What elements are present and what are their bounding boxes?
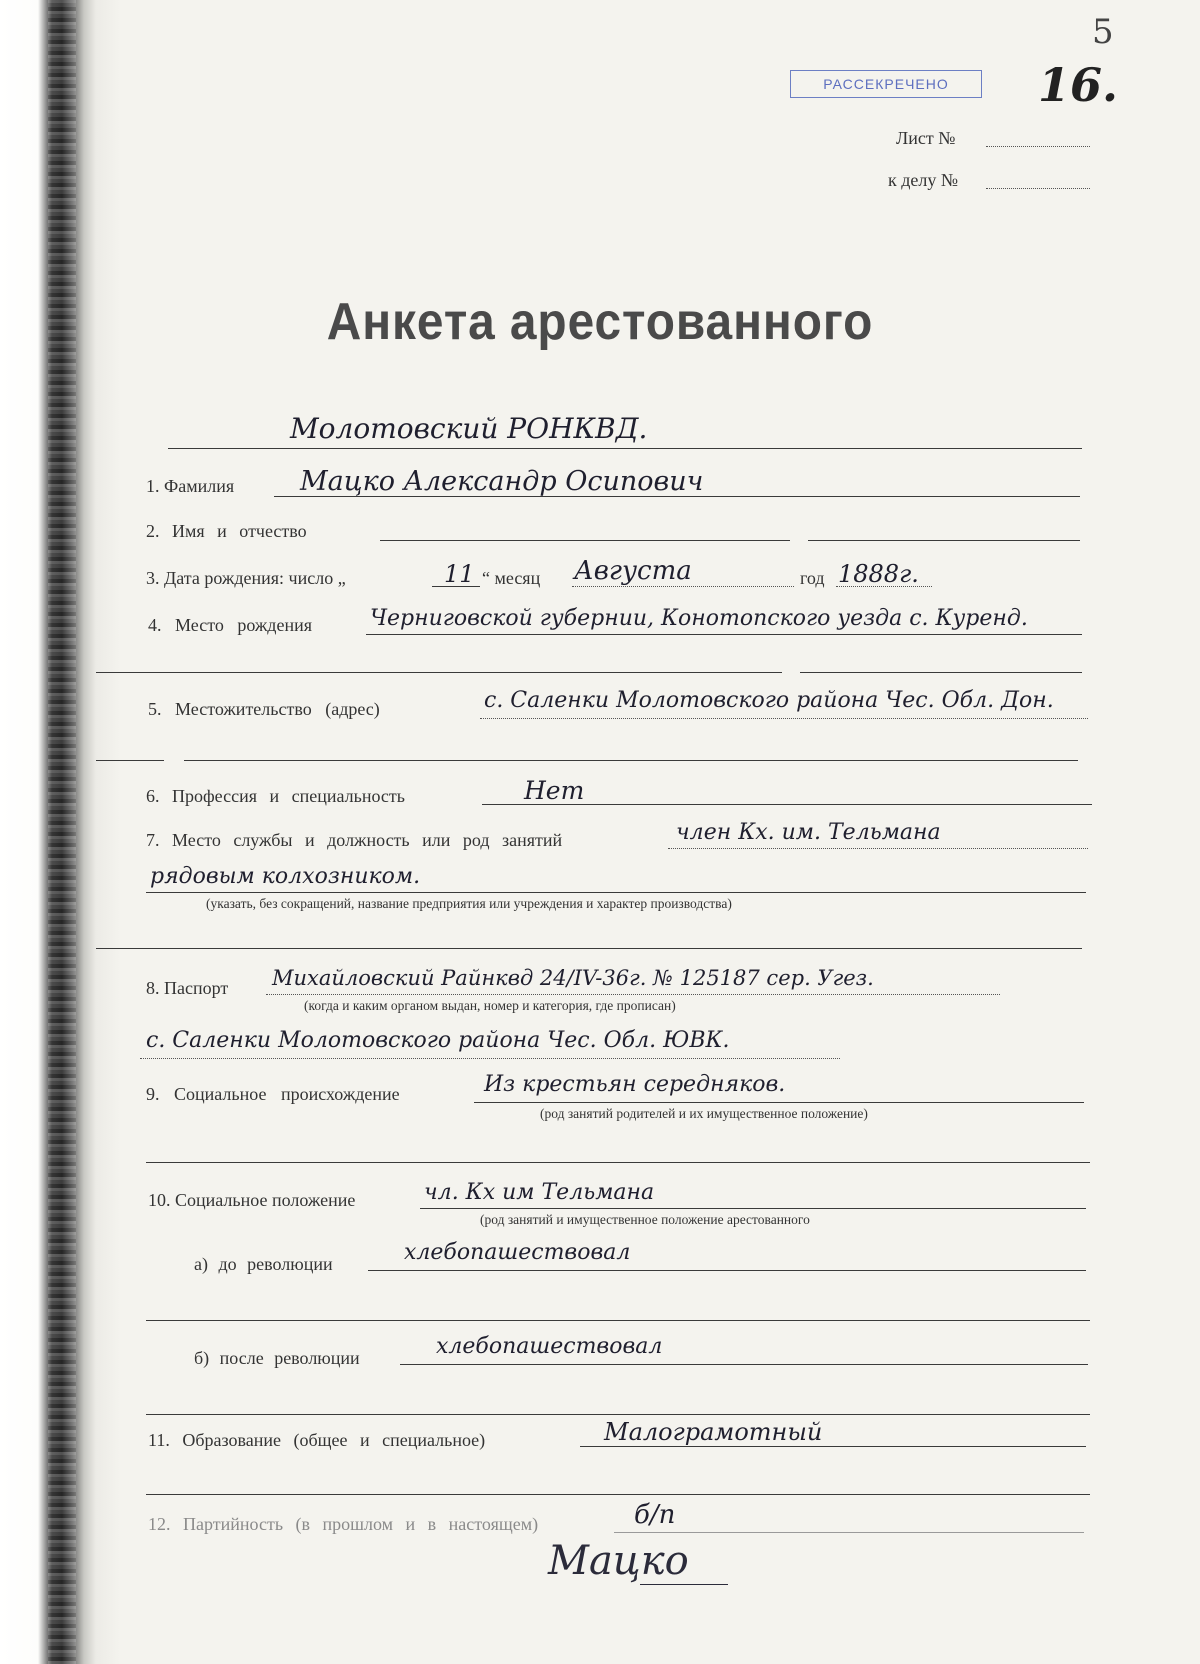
field-10-line [420,1208,1086,1209]
birth-day-line [432,586,480,587]
field-4-line [366,634,1082,635]
field-5-label: 5. Местожительство (адрес) [148,699,380,719]
field-1-line [274,496,1080,497]
field-2-label: 2. Имя и отчество [146,521,307,541]
department-line [168,448,1082,449]
birth-day-value: 11 [444,560,475,588]
field-3-label-day: 3. Дата рождения: число „ [146,568,346,588]
field-8-value-continued: с. Саленки Молотовского района Чес. Обл. ЮВК. [146,1028,730,1053]
field-4-line-2b [800,672,1082,673]
field-10-label: 10. Социальное положение [148,1190,356,1210]
field-6-line [482,804,1092,805]
field-9-line-2 [146,1162,1090,1163]
birth-month-value: Августа [574,556,692,586]
field-9-line [474,1102,1084,1103]
field-7-line-3 [96,948,1082,949]
field-4-value: Черниговской губернии, Конотопского уезда с. Куренд. [370,606,1028,631]
archive-number-small: 5 [1092,12,1114,52]
field-10a-line-2 [146,1320,1090,1321]
signature: Мацко [548,1538,689,1584]
signature-underline [640,1584,728,1585]
case-number-line [986,188,1090,189]
field-12-value: б/п [634,1500,676,1530]
field-10a-value: хлебопашествовал [404,1240,631,1265]
birth-year-value: 1888г. [838,560,919,588]
field-10-value: чл. Кх им Тельмана [424,1180,655,1205]
declassified-stamp: РАССЕКРЕЧЕНО [790,70,982,98]
field-12-line [614,1532,1084,1533]
field-10b-line [400,1364,1088,1365]
field-9-hint: (род занятий родителей и их имущественное положение) [540,1106,868,1121]
field-1-value: Мацко Александр Осипович [300,466,704,497]
field-5-line [480,718,1088,719]
field-2-line-a [380,540,790,541]
field-9-value: Из крестьян середняков. [484,1072,786,1097]
field-11-line-2 [146,1494,1090,1495]
field-11-line [580,1446,1086,1447]
birth-year-line [836,586,932,587]
field-8-label: 8. Паспорт [146,978,229,998]
field-2-line-b [808,540,1080,541]
field-10a-label: а) до революции [194,1254,333,1274]
sheet-number-line [986,146,1090,147]
scan-shadow-edge [0,0,120,1664]
field-5-line-2b [184,760,1078,761]
field-7-value-continued: рядовым колхозником. [150,864,421,889]
sheet-number-label: Лист № [896,128,956,148]
case-number-label: к делу № [888,170,959,190]
field-4-label: 4. Место рождения [148,615,313,635]
field-8-hint: (когда и каким органом выдан, номер и категория, где прописан) [304,998,676,1013]
form-title: Анкета арестованного [326,293,874,351]
field-7-line-2 [146,892,1086,893]
field-11-label: 11. Образование (общее и специальное) [148,1430,486,1450]
field-10-hint: (род занятий и имущественное положение арестованного [480,1212,810,1227]
field-8-line-2 [140,1058,840,1059]
field-8-line [266,994,1000,995]
field-11-value: Малограмотный [604,1418,823,1446]
field-12-label: 12. Партийность (в прошлом и в настоящем) [148,1514,539,1534]
field-6-value: Нет [524,776,585,805]
field-5-value: с. Саленки Молотовского района Чес. Обл. Дон. [484,688,1054,713]
field-10b-value: хлебопашествовал [436,1334,663,1359]
field-7-value: член Кх. им. Тельмана [676,820,941,845]
archive-number-large: 16. [1038,58,1119,112]
field-7-hint: (указать, без сокращений, название предприятия или учреждения и характер производства) [206,896,732,911]
birth-month-line [572,586,794,587]
field-7-line [668,848,1088,849]
field-10b-label: б) после революции [194,1348,360,1368]
field-1-label: 1. Фамилия [146,476,235,496]
field-8-value: Михайловский Райнквд 24/IV-36г. № 125187 сер. Угез. [272,966,874,990]
field-3-label-month: “ месяц [482,568,541,588]
handwritten-department: Молотовский РОНКВД. [290,412,648,445]
field-3-label-year: год [800,568,825,588]
field-5-line-2a [96,760,164,761]
field-4-line-2a [96,672,782,673]
field-6-label: 6. Профессия и специальность [146,786,405,806]
field-7-label: 7. Место службы и должность или род занятий [146,830,563,850]
field-9-label: 9. Социальное происхождение [146,1084,400,1104]
field-10a-line [368,1270,1086,1271]
field-10b-line-2 [146,1414,1090,1415]
